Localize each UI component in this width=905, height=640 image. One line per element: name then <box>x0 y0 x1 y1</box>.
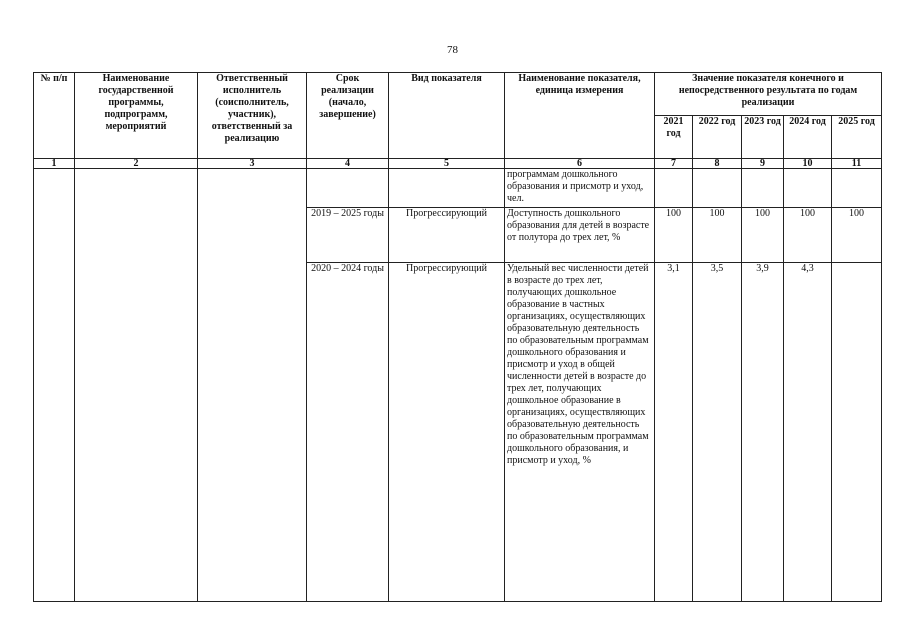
cell-value-2021: 3,1 <box>655 263 693 602</box>
cell-program-name <box>75 169 198 602</box>
header-indicator-type: Вид показателя <box>389 73 505 159</box>
cell-value-2024: 4,3 <box>784 263 832 602</box>
cell-value-2025: 100 <box>832 208 882 263</box>
header-year-2025: 2025 год <box>832 116 882 159</box>
header-indicator-name: Наименование показателя, единица измерения <box>505 73 655 159</box>
header-year-2023: 2023 год <box>742 116 784 159</box>
cell-indicator-name: Доступность дошкольного образования для детей в возрасте от полутора до трех лет, % <box>505 208 655 263</box>
cell-value-2023: 3,9 <box>742 263 784 602</box>
column-number: 11 <box>832 159 882 169</box>
cell-value-2023: 100 <box>742 208 784 263</box>
cell-value-2024 <box>784 169 832 208</box>
header-year-2024: 2024 год <box>784 116 832 159</box>
indicators-table <box>33 72 882 602</box>
cell-indicator-type: Прогрессирующий <box>389 208 505 263</box>
column-number: 8 <box>693 159 742 169</box>
header-year-2021: 2021 год <box>655 116 693 159</box>
column-number: 10 <box>784 159 832 169</box>
page-number: 78 <box>447 44 458 56</box>
header-number: № п/п <box>34 73 75 159</box>
column-number: 7 <box>655 159 693 169</box>
cell-value-2021: 100 <box>655 208 693 263</box>
cell-value-2024: 100 <box>784 208 832 263</box>
table-row <box>34 169 882 208</box>
cell-value-2021 <box>655 169 693 208</box>
cell-indicator-type: Прогрессирующий <box>389 263 505 602</box>
cell-value-2022: 3,5 <box>693 263 742 602</box>
cell-value-2025 <box>832 263 882 602</box>
cell-indicator-type <box>389 169 505 208</box>
cell-period <box>307 169 389 208</box>
cell-period: 2020 – 2024 годы <box>307 263 389 602</box>
cell-indicator-name: программам дошкольного образования и присмотр и уход, чел. <box>505 169 655 208</box>
cell-responsible <box>198 169 307 602</box>
header-row <box>34 73 882 116</box>
header-values-group: Значение показателя конечного и непосредственного результата по годам реализации <box>655 73 882 116</box>
header-program-name: Наименование государственной программы, подпрограмм, мероприятий <box>75 73 198 159</box>
column-number: 3 <box>198 159 307 169</box>
header-year-2022: 2022 год <box>693 116 742 159</box>
cell-value-2022 <box>693 169 742 208</box>
column-number: 6 <box>505 159 655 169</box>
cell-period: 2019 – 2025 годы <box>307 208 389 263</box>
column-number: 2 <box>75 159 198 169</box>
column-number: 1 <box>34 159 75 169</box>
cell-number <box>34 169 75 602</box>
cell-indicator-name: Удельный вес численности детей в возрасте до трех лет, получающих дошкольное образование в частных организациях, осуществляющих образовательную деятельность по образовательным программам дошкольного образования и присмотр и уход в общей численности детей в возрасте до трех лет, получающих дошкольное образование в организациях, осуществляющих образовательную деятельность по образовательным программам дошкольного образования, и присмотр и уход, % <box>505 263 655 602</box>
header-period: Срок реализации (начало, завершение) <box>307 73 389 159</box>
cell-value-2023 <box>742 169 784 208</box>
column-number: 9 <box>742 159 784 169</box>
column-number: 5 <box>389 159 505 169</box>
cell-value-2022: 100 <box>693 208 742 263</box>
header-responsible: Ответственный исполнитель (соисполнитель, участник), ответственный за реализацию <box>198 73 307 159</box>
column-number: 4 <box>307 159 389 169</box>
column-numbers-row <box>34 159 882 169</box>
cell-value-2025 <box>832 169 882 208</box>
